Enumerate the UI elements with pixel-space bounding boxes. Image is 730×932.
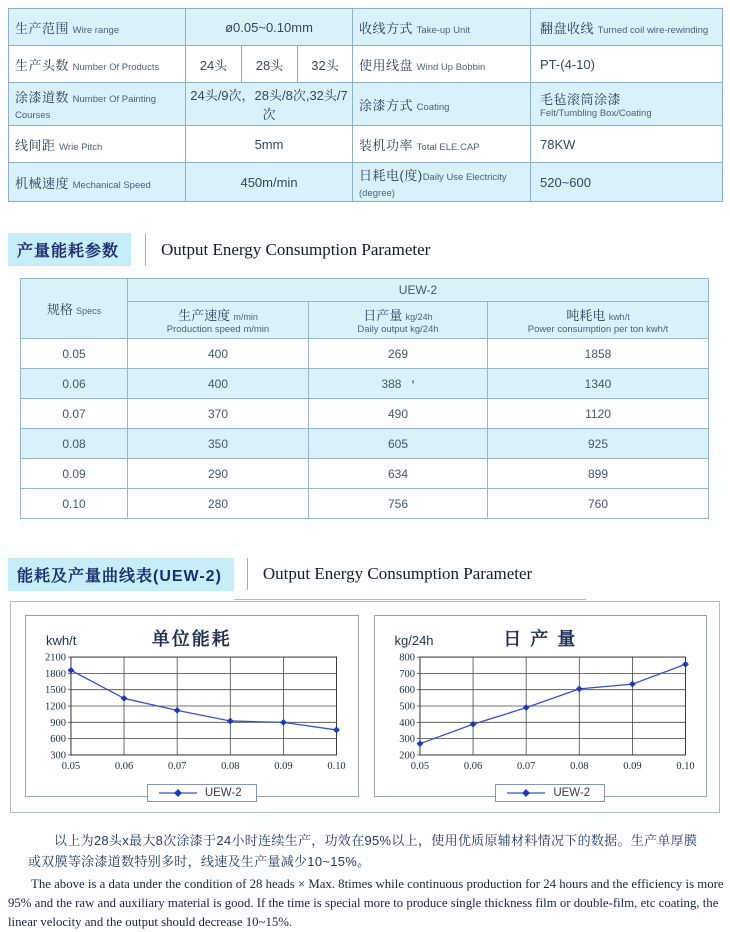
daily-electricity-label bbox=[353, 163, 531, 202]
power-cell: 1340 bbox=[488, 369, 709, 399]
model-group-header: UEW-2 bbox=[128, 279, 709, 302]
svg-text:0.09: 0.09 bbox=[274, 760, 293, 772]
header-cn: 规格 bbox=[46, 302, 73, 317]
heads-32: 32头 bbox=[298, 46, 353, 83]
speed-cell: 290 bbox=[128, 459, 309, 489]
output-column-header bbox=[309, 302, 488, 339]
svg-text:500: 500 bbox=[398, 701, 415, 713]
header-cn: 吨耗电 bbox=[566, 308, 606, 323]
header-unit: m/min bbox=[233, 312, 258, 322]
mechanical-speed-label bbox=[9, 163, 186, 202]
table-row bbox=[9, 83, 723, 126]
bobbin-label bbox=[353, 46, 531, 83]
line-chart-svg bbox=[383, 650, 699, 776]
legend-line-marker bbox=[506, 788, 546, 798]
section-title-cn: 产量能耗参数 bbox=[8, 233, 131, 266]
output-cell: 756 bbox=[309, 489, 488, 519]
svg-text:400: 400 bbox=[398, 717, 415, 729]
chart-legend bbox=[495, 784, 605, 802]
table-row bbox=[9, 46, 723, 83]
label-cn: 机械速度 bbox=[15, 175, 70, 191]
label-en: Take-up Unit bbox=[416, 24, 470, 36]
table-row bbox=[21, 489, 709, 519]
heads-28: 28头 bbox=[242, 46, 298, 83]
label-en: Coating bbox=[416, 101, 450, 113]
header-en: Power consumption per ton kwh/t bbox=[527, 324, 669, 335]
svg-text:1800: 1800 bbox=[45, 668, 66, 680]
wire-range-value: ø0.05~0.10mm bbox=[186, 9, 353, 46]
svg-text:0.06: 0.06 bbox=[114, 760, 134, 772]
power-cell: 925 bbox=[488, 429, 709, 459]
output-energy-table bbox=[20, 278, 709, 519]
table-row bbox=[9, 126, 723, 163]
label-en: Wire range bbox=[72, 24, 120, 36]
spec-cell: 0.06 bbox=[21, 369, 128, 399]
machine-spec-table bbox=[8, 8, 723, 202]
spec-cell: 0.09 bbox=[21, 459, 128, 489]
value-cn: 翻盘收线 bbox=[540, 20, 595, 36]
header-unit: kg/24h bbox=[405, 312, 433, 322]
svg-text:0.09: 0.09 bbox=[622, 760, 642, 772]
painting-courses-label bbox=[9, 83, 186, 126]
svg-text:0.06: 0.06 bbox=[463, 760, 482, 772]
energy-consumption-chart bbox=[25, 615, 359, 797]
speed-cell: 350 bbox=[128, 429, 309, 459]
chart-head bbox=[383, 622, 699, 650]
speed-cell: 400 bbox=[128, 369, 309, 399]
chart-title: 日 产 量 bbox=[503, 629, 578, 649]
legend-line-marker bbox=[158, 788, 198, 798]
section-title-cn: 能耗及产量曲线表(UEW-2) bbox=[8, 558, 234, 591]
svg-text:1500: 1500 bbox=[45, 685, 66, 697]
daily-output-chart bbox=[374, 615, 708, 797]
label-cn: 生产范围 bbox=[15, 20, 70, 36]
header-cn: 生产速度 bbox=[178, 308, 231, 323]
svg-text:300: 300 bbox=[398, 734, 415, 746]
total-power-label bbox=[353, 126, 531, 163]
label-cn: 装机功率 bbox=[359, 137, 414, 153]
spec-cell: 0.05 bbox=[21, 339, 128, 369]
chart-plot-area bbox=[383, 650, 699, 781]
line-chart-svg bbox=[34, 650, 350, 776]
svg-text:600: 600 bbox=[398, 685, 415, 697]
print-artifact-mark: ’ bbox=[411, 378, 415, 391]
y-axis-unit-label: kg/24h bbox=[394, 633, 434, 648]
charts-panel bbox=[10, 601, 720, 813]
table-row bbox=[21, 369, 709, 399]
footnote-chinese: 以上为28头x最大8次涂漆于24小时连续生产，功效在95%以上，使用优质原辅材料情况下的数据。生产单厚膜或双膜等涂漆道数特别多时，线速及生产量减少10~15%。 bbox=[28, 833, 698, 870]
header-en: Specs bbox=[76, 306, 102, 316]
label-en: Wrie Pitch bbox=[59, 141, 103, 153]
power-cell: 899 bbox=[488, 459, 709, 489]
coating-label bbox=[353, 83, 531, 126]
speed-cell: 370 bbox=[128, 399, 309, 429]
take-up-label bbox=[353, 9, 531, 46]
section-title-underline bbox=[234, 558, 586, 600]
label-en: Daily Use Electricity (degree) bbox=[359, 172, 507, 199]
power-cell: 760 bbox=[488, 489, 709, 519]
power-column-header bbox=[488, 302, 709, 339]
label-cn: 涂漆道数 bbox=[15, 90, 70, 105]
take-up-value bbox=[531, 9, 723, 46]
header-en: Production speed m/min bbox=[166, 324, 270, 335]
power-cell: 1858 bbox=[488, 339, 709, 369]
section-header-output-params bbox=[8, 233, 730, 266]
chart-legend bbox=[147, 784, 257, 802]
table-header-row bbox=[21, 279, 709, 302]
legend-label: UEW-2 bbox=[204, 787, 242, 799]
y-axis-unit-label: kwh/t bbox=[46, 633, 77, 648]
svg-text:0.07: 0.07 bbox=[168, 760, 187, 772]
svg-text:1200: 1200 bbox=[45, 701, 66, 713]
output-cell: 490 bbox=[309, 399, 488, 429]
label-cn: 涂漆方式 bbox=[359, 97, 414, 113]
wire-pitch-label bbox=[9, 126, 186, 163]
label-en: Number Of Painting Courses bbox=[15, 94, 157, 121]
chart-plot-area bbox=[34, 650, 350, 781]
coating-value bbox=[531, 83, 723, 126]
wire-range-label bbox=[9, 9, 186, 46]
table-row bbox=[21, 339, 709, 369]
label-en: Total ELE.CAP bbox=[416, 141, 480, 153]
table-row bbox=[21, 399, 709, 429]
spec-table-body bbox=[21, 339, 709, 519]
svg-text:700: 700 bbox=[398, 668, 415, 680]
label-cn: 收线方式 bbox=[359, 20, 414, 36]
table-row bbox=[21, 459, 709, 489]
chart-title: 单位能耗 bbox=[151, 629, 232, 649]
legend-label: UEW-2 bbox=[553, 787, 591, 799]
label-cn: 日耗电(度) bbox=[359, 168, 423, 183]
label-en: Wind Up Bobbin bbox=[416, 61, 486, 73]
svg-text:2100: 2100 bbox=[45, 652, 66, 664]
power-cell: 1120 bbox=[488, 399, 709, 429]
value-en: Turned coil wire-rewinding bbox=[597, 24, 709, 36]
output-cell: 605 bbox=[309, 429, 488, 459]
svg-text:0.07: 0.07 bbox=[516, 760, 535, 772]
total-power-value: 78KW bbox=[531, 126, 723, 163]
svg-text:0.05: 0.05 bbox=[410, 760, 429, 772]
spec-cell: 0.07 bbox=[21, 399, 128, 429]
footnote-english: The above is a data under the condition of 28 heads × Max. 8times while continuous production for 24 hours and the efficiency is more 95% and the raw and auxiliary material is good. If the time is special more to produce single thickness film or double-film, etc coating, the linear velocity and the output should decrease 10~15%. bbox=[8, 876, 724, 930]
label-cn: 使用线盘 bbox=[359, 57, 414, 73]
table-row bbox=[9, 9, 723, 46]
svg-text:200: 200 bbox=[398, 750, 415, 762]
header-unit: kwh/t bbox=[608, 312, 630, 322]
svg-text:300: 300 bbox=[50, 750, 66, 762]
bobbin-value: PT-(4-10) bbox=[531, 46, 723, 83]
svg-text:0.10: 0.10 bbox=[327, 760, 346, 772]
spec-cell: 0.10 bbox=[21, 489, 128, 519]
header-cn: 日产量 bbox=[363, 308, 403, 323]
painting-courses-value: 24头/9次，28头/8次,32头/7次 bbox=[186, 83, 353, 126]
header-en: Daily output kg/24h bbox=[357, 324, 439, 335]
label-cn: 线间距 bbox=[15, 137, 56, 153]
svg-text:800: 800 bbox=[398, 652, 415, 664]
speed-cell: 400 bbox=[128, 339, 309, 369]
svg-text:0.10: 0.10 bbox=[675, 760, 695, 772]
heads-24: 24头 bbox=[186, 46, 242, 83]
output-cell: 388 ’ bbox=[309, 369, 488, 399]
svg-text:600: 600 bbox=[50, 734, 66, 746]
section-title-en: Output Energy Consumption Parameter bbox=[262, 564, 533, 583]
svg-text:900: 900 bbox=[50, 717, 66, 729]
svg-text:0.05: 0.05 bbox=[61, 760, 81, 772]
svg-text:0.08: 0.08 bbox=[221, 760, 240, 772]
svg-text:0.08: 0.08 bbox=[569, 760, 588, 772]
mechanical-speed-value: 450m/min bbox=[186, 163, 353, 202]
spec-column-header bbox=[21, 279, 128, 339]
value-cn: 毛毡滚筒涂漆 bbox=[540, 92, 622, 107]
section-header-curve-charts bbox=[8, 558, 730, 591]
speed-cell: 280 bbox=[128, 489, 309, 519]
value-en: Felt/Tumbling Box/Coating bbox=[540, 108, 652, 119]
output-cell: 269 bbox=[309, 339, 488, 369]
label-en: Mechanical Speed bbox=[72, 179, 151, 191]
heads-label bbox=[9, 46, 186, 83]
daily-electricity-value: 520~600 bbox=[531, 163, 723, 202]
label-cn: 生产头数 bbox=[15, 57, 70, 73]
table-row bbox=[21, 429, 709, 459]
wire-pitch-value: 5mm bbox=[186, 126, 353, 163]
output-cell: 634 bbox=[309, 459, 488, 489]
section-title-en: Output Energy Consumption Parameter bbox=[161, 239, 431, 259]
speed-column-header bbox=[128, 302, 309, 339]
label-en: Number Of Products bbox=[72, 61, 160, 73]
spec-cell: 0.08 bbox=[21, 429, 128, 459]
table-row bbox=[9, 163, 723, 202]
chart-head bbox=[34, 622, 350, 650]
